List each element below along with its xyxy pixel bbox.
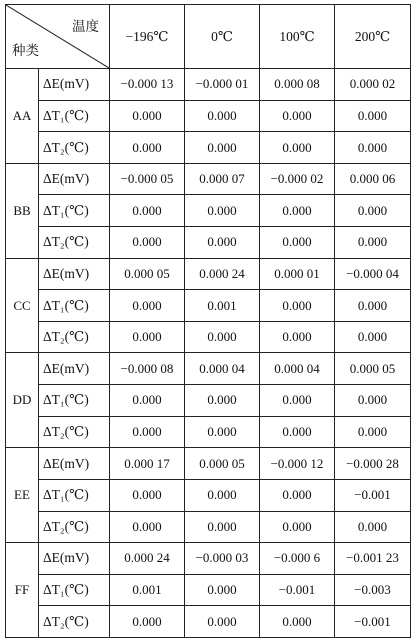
parameter-label: ΔE(mV) <box>39 258 110 290</box>
type-label: FF <box>6 543 39 638</box>
type-label: CC <box>6 258 39 353</box>
value-cell: −0.000 05 <box>110 163 185 195</box>
table-body <box>6 69 411 638</box>
table-row <box>6 385 411 417</box>
table-row <box>6 511 411 543</box>
value-cell: 0.000 <box>335 100 411 132</box>
value-cell: 0.000 <box>185 511 260 543</box>
value-cell: 0.000 <box>110 479 185 511</box>
value-cell: 0.001 <box>185 290 260 322</box>
value-cell: 0.000 <box>260 227 335 259</box>
parameter-label: ΔE(mV) <box>39 163 110 195</box>
value-cell: 0.000 <box>335 290 411 322</box>
value-cell: 0.000 <box>185 606 260 638</box>
value-cell: 0.000 <box>110 290 185 322</box>
value-cell: 0.000 <box>260 321 335 353</box>
table-row <box>6 416 411 448</box>
value-cell: 0.000 04 <box>185 353 260 385</box>
parameter-label: ΔT₁(℃) <box>39 479 110 511</box>
corner-label-temperature: 温度 <box>72 19 99 34</box>
value-cell: −0.000 12 <box>260 448 335 480</box>
value-cell: 0.000 04 <box>260 353 335 385</box>
value-cell: 0.000 <box>260 606 335 638</box>
value-cell: 0.000 <box>110 195 185 227</box>
value-cell: −0.000 04 <box>335 258 411 290</box>
table-row <box>6 163 411 195</box>
table-row <box>6 69 411 101</box>
value-cell: −0.001 <box>335 606 411 638</box>
value-cell: 0.000 <box>260 416 335 448</box>
value-cell: 0.000 <box>260 132 335 164</box>
parameter-label: ΔT₂(℃) <box>39 416 110 448</box>
value-cell: 0.000 <box>260 479 335 511</box>
value-cell: 0.000 <box>185 416 260 448</box>
value-cell: 0.000 <box>110 416 185 448</box>
value-cell: 0.000 <box>110 132 185 164</box>
temperature-header: 100℃ <box>260 5 335 69</box>
value-cell: 0.000 <box>335 132 411 164</box>
value-cell: 0.000 <box>110 227 185 259</box>
value-cell: 0.000 05 <box>110 258 185 290</box>
type-label: DD <box>6 353 39 448</box>
parameter-label: ΔT₁(℃) <box>39 574 110 606</box>
type-label: EE <box>6 448 39 543</box>
parameter-label: ΔT₁(℃) <box>39 290 110 322</box>
value-cell: −0.000 01 <box>185 69 260 101</box>
temperature-header: −196℃ <box>110 5 185 69</box>
value-cell: 0.000 <box>185 321 260 353</box>
value-cell: 0.000 <box>110 100 185 132</box>
value-cell: −0.000 08 <box>110 353 185 385</box>
value-cell: 0.000 01 <box>260 258 335 290</box>
value-cell: 0.000 <box>260 385 335 417</box>
value-cell: −0.000 02 <box>260 163 335 195</box>
value-cell: 0.000 <box>335 227 411 259</box>
corner-label-type: 种类 <box>12 43 39 58</box>
table-row <box>6 543 411 575</box>
value-cell: −0.001 <box>335 479 411 511</box>
temperature-header: 200℃ <box>335 5 411 69</box>
value-cell: −0.001 <box>260 574 335 606</box>
table-row <box>6 353 411 385</box>
corner-header-cell <box>6 5 110 69</box>
table-row <box>6 606 411 638</box>
parameter-label: ΔT₂(℃) <box>39 132 110 164</box>
parameter-label: ΔT₁(℃) <box>39 100 110 132</box>
table-row <box>6 258 411 290</box>
table-row <box>6 290 411 322</box>
value-cell: 0.000 <box>185 100 260 132</box>
value-cell: −0.000 6 <box>260 543 335 575</box>
table-row <box>6 448 411 480</box>
value-cell: 0.000 24 <box>185 258 260 290</box>
value-cell: 0.001 <box>110 574 185 606</box>
table-row <box>6 132 411 164</box>
value-cell: 0.000 17 <box>110 448 185 480</box>
parameter-label: ΔT₂(℃) <box>39 321 110 353</box>
value-cell: 0.000 <box>335 511 411 543</box>
parameter-label: ΔT₁(℃) <box>39 195 110 227</box>
value-cell: 0.000 <box>110 385 185 417</box>
value-cell: 0.000 <box>260 511 335 543</box>
value-cell: 0.000 <box>185 132 260 164</box>
value-cell: 0.000 <box>335 385 411 417</box>
header-row <box>6 5 411 69</box>
value-cell: 0.000 <box>185 195 260 227</box>
parameter-label: ΔT₁(℃) <box>39 385 110 417</box>
temperature-header: 0℃ <box>185 5 260 69</box>
value-cell: 0.000 02 <box>335 69 411 101</box>
value-cell: 0.000 <box>185 574 260 606</box>
table-row <box>6 574 411 606</box>
value-cell: 0.000 <box>335 416 411 448</box>
value-cell: 0.000 24 <box>110 543 185 575</box>
table-row <box>6 321 411 353</box>
value-cell: 0.000 <box>185 479 260 511</box>
parameter-label: ΔT₂(℃) <box>39 227 110 259</box>
value-cell: 0.000 <box>260 290 335 322</box>
value-cell: 0.000 07 <box>185 163 260 195</box>
value-cell: 0.000 <box>260 195 335 227</box>
value-cell: 0.000 <box>335 195 411 227</box>
value-cell: 0.000 <box>185 227 260 259</box>
value-cell: −0.001 23 <box>335 543 411 575</box>
value-cell: 0.000 08 <box>260 69 335 101</box>
table-row <box>6 195 411 227</box>
value-cell: 0.000 <box>110 606 185 638</box>
parameter-label: ΔE(mV) <box>39 353 110 385</box>
value-cell: 0.000 <box>260 100 335 132</box>
value-cell: −0.003 <box>335 574 411 606</box>
value-cell: 0.000 06 <box>335 163 411 195</box>
value-cell: 0.000 <box>185 385 260 417</box>
value-cell: −0.000 28 <box>335 448 411 480</box>
parameter-label: ΔT₂(℃) <box>39 511 110 543</box>
parameter-label: ΔE(mV) <box>39 69 110 101</box>
type-label: AA <box>6 69 39 164</box>
thermocouple-deviation-table <box>5 4 411 638</box>
value-cell: −0.000 03 <box>185 543 260 575</box>
value-cell: 0.000 <box>335 321 411 353</box>
value-cell: 0.000 05 <box>335 353 411 385</box>
parameter-label: ΔE(mV) <box>39 543 110 575</box>
value-cell: 0.000 05 <box>185 448 260 480</box>
value-cell: 0.000 <box>110 321 185 353</box>
table-row <box>6 100 411 132</box>
type-label: BB <box>6 163 39 258</box>
value-cell: 0.000 <box>110 511 185 543</box>
parameter-label: ΔE(mV) <box>39 448 110 480</box>
parameter-label: ΔT₂(℃) <box>39 606 110 638</box>
table-row <box>6 227 411 259</box>
value-cell: −0.000 13 <box>110 69 185 101</box>
table-row <box>6 479 411 511</box>
